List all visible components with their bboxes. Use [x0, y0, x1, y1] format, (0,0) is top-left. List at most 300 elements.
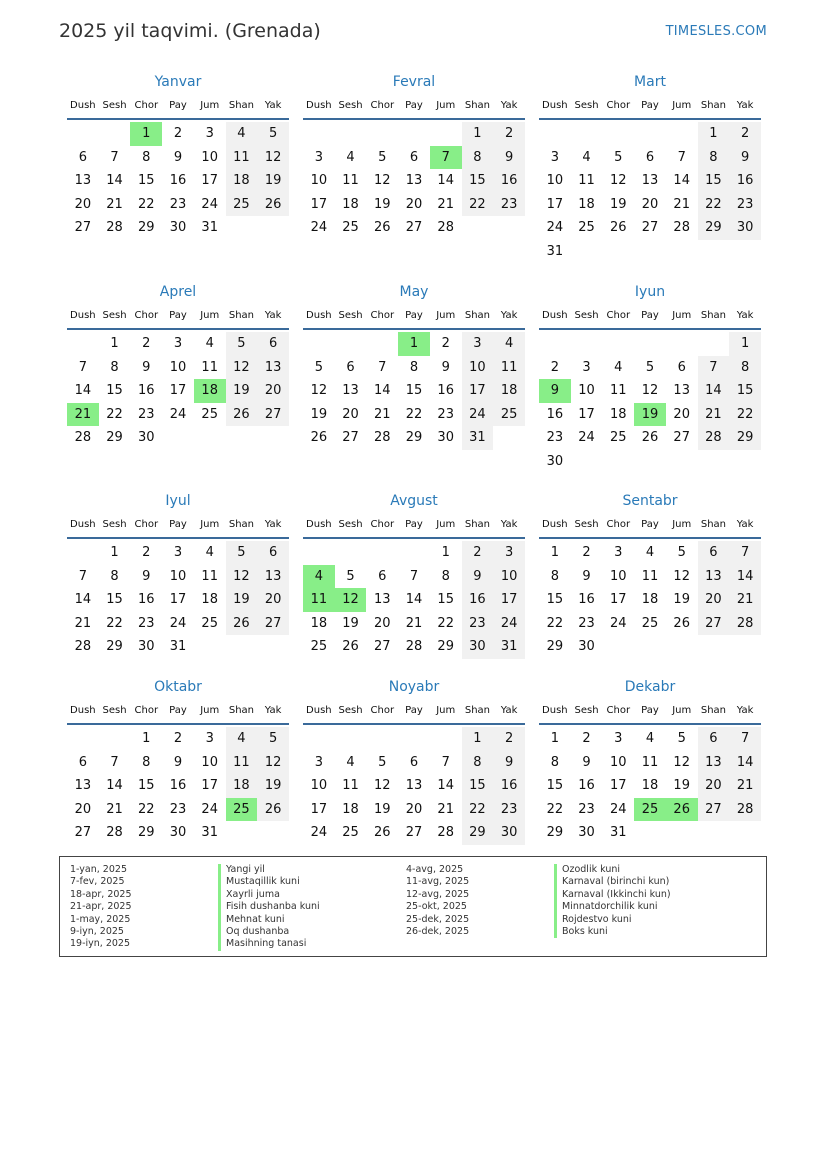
day-cell: 10 — [310, 778, 328, 794]
weekday-label: Dush — [306, 705, 332, 716]
day-cell: 6 — [677, 359, 686, 375]
weekday-label: Chor — [134, 705, 159, 716]
day-cell: 22 — [462, 798, 494, 822]
weekday-label: Dush — [542, 705, 568, 716]
day-cell: 17 — [493, 588, 525, 612]
day-cell: 15 — [138, 778, 155, 794]
day-cell: 4 — [645, 545, 655, 560]
legend-dates-left — [70, 864, 132, 951]
day-cell: 19 — [673, 592, 690, 608]
empty-cell — [698, 332, 730, 356]
day-cell: 25 — [610, 430, 627, 446]
day-cell: 14 — [405, 592, 423, 608]
empty-cell — [666, 332, 698, 356]
weekday-label: Sesh — [574, 705, 599, 716]
holiday-day: 25 — [634, 798, 666, 822]
legend-date: 25-okt, 2025 — [406, 901, 467, 913]
weekday-label: Dush — [70, 519, 96, 530]
legend-date: 12-avg, 2025 — [406, 888, 470, 900]
day-cell: 27 — [374, 639, 391, 655]
day-cell: 24 — [201, 196, 218, 212]
day-cell: 5 — [645, 359, 655, 375]
day-cell: 26 — [374, 825, 391, 841]
empty-cell — [571, 122, 603, 146]
day-cell: 24 — [201, 801, 218, 817]
holiday-legend — [59, 856, 767, 957]
day-cell: 22 — [138, 196, 155, 212]
day-grid — [539, 332, 761, 474]
empty-cell — [99, 122, 131, 146]
weekday-label: Jum — [436, 705, 456, 716]
day-cell: 20 — [374, 615, 391, 631]
empty-cell — [99, 727, 131, 751]
day-cell: 26 — [226, 403, 258, 427]
day-cell: 30 — [138, 430, 155, 446]
day-cell: 3 — [582, 359, 591, 375]
day-cell: 25 — [201, 406, 218, 422]
day-cell: 18 — [641, 778, 659, 794]
legend-date: 19-iyn, 2025 — [70, 938, 131, 950]
weekday-label: Shan — [464, 519, 490, 530]
weekday-label: Jum — [672, 310, 692, 321]
month-yanvar — [67, 72, 289, 240]
day-cell: 6 — [698, 541, 730, 565]
day-cell: 24 — [610, 801, 627, 817]
empty-cell — [335, 332, 367, 356]
day-cell: 17 — [310, 196, 328, 212]
day-cell: 9 — [173, 754, 183, 770]
empty-cell — [398, 541, 430, 565]
day-cell: 11 — [610, 383, 627, 399]
day-cell: 6 — [346, 359, 355, 375]
month-noyabr — [303, 677, 525, 845]
day-cell: 27 — [641, 220, 659, 236]
empty-cell — [366, 727, 398, 751]
month-name: Sentabr — [622, 493, 678, 509]
day-cell: 8 — [441, 568, 450, 584]
day-cell: 11 — [226, 146, 258, 170]
day-cell: 2 — [142, 336, 151, 351]
day-cell: 16 — [493, 169, 525, 193]
day-grid — [539, 727, 761, 845]
day-cell: 16 — [437, 383, 454, 399]
day-cell: 12 — [310, 383, 328, 399]
legend-date: 21-apr, 2025 — [70, 901, 132, 913]
weekday-label: Yak — [264, 100, 282, 111]
day-cell: 2 — [493, 122, 525, 146]
weekday-label: Pay — [405, 705, 423, 716]
day-cell: 4 — [205, 336, 214, 351]
day-cell: 18 — [610, 406, 627, 422]
day-cell: 1 — [441, 545, 450, 560]
day-cell: 9 — [462, 565, 494, 589]
day-cell: 30 — [578, 639, 595, 655]
weekday-label: Chor — [606, 519, 631, 530]
weekday-label: Shan — [700, 100, 726, 111]
day-cell: 30 — [462, 635, 494, 659]
day-cell: 19 — [374, 801, 391, 817]
month-dekabr — [539, 677, 761, 845]
day-cell: 5 — [677, 545, 686, 560]
holiday-day: 12 — [335, 588, 367, 612]
day-cell: 8 — [142, 149, 151, 165]
empty-cell — [602, 332, 634, 356]
day-cell: 25 — [641, 615, 659, 631]
day-cell: 23 — [546, 430, 564, 446]
weekday-label: Sesh — [102, 310, 127, 321]
day-cell: 30 — [138, 639, 155, 655]
day-cell: 11 — [201, 568, 218, 584]
holiday-day: 19 — [634, 403, 666, 427]
day-cell: 19 — [342, 615, 359, 631]
day-cell: 4 — [493, 332, 525, 356]
day-cell: 28 — [106, 825, 123, 841]
day-cell: 28 — [74, 639, 92, 655]
weekday-label: Dush — [306, 100, 332, 111]
empty-cell — [539, 122, 571, 146]
day-cell: 14 — [74, 383, 92, 399]
weekday-label: Yak — [736, 705, 754, 716]
day-cell: 19 — [673, 778, 690, 794]
legend-names-left — [218, 864, 320, 951]
day-cell: 24 — [493, 612, 525, 636]
legend-holiday-name: Fisih dushanba kuni — [218, 901, 320, 913]
day-cell: 25 — [226, 193, 258, 217]
day-cell: 23 — [169, 196, 187, 212]
day-cell: 21 — [405, 615, 423, 631]
day-cell: 3 — [173, 545, 183, 560]
day-cell: 8 — [462, 146, 494, 170]
day-cell: 25 — [310, 639, 328, 655]
day-cell: 24 — [169, 615, 187, 631]
weekday-label: Jum — [200, 100, 220, 111]
day-cell: 3 — [314, 754, 323, 770]
day-cell: 4 — [614, 359, 623, 375]
empty-cell — [303, 122, 335, 146]
legend-date: 1-may, 2025 — [70, 913, 131, 925]
day-cell: 28 — [374, 430, 391, 446]
day-cell: 13 — [405, 173, 423, 189]
weekday-label: Chor — [370, 310, 395, 321]
day-cell: 12 — [610, 173, 627, 189]
day-cell: 2 — [173, 731, 183, 746]
month-name: Mart — [634, 74, 666, 90]
day-cell: 14 — [729, 565, 761, 589]
day-cell: 14 — [374, 383, 391, 399]
day-cell: 18 — [342, 801, 359, 817]
day-grid — [303, 541, 525, 659]
day-cell: 31 — [462, 426, 494, 450]
day-cell: 15 — [106, 592, 123, 608]
day-cell: 9 — [142, 359, 151, 375]
day-cell: 14 — [698, 379, 730, 403]
weekday-label: Jum — [672, 100, 692, 111]
weekday-label: Chor — [134, 100, 159, 111]
month-oktabr — [67, 677, 289, 845]
weekday-label: Sesh — [102, 100, 127, 111]
day-cell: 8 — [550, 754, 559, 770]
empty-cell — [303, 727, 335, 751]
day-cell: 19 — [257, 774, 289, 798]
weekday-label: Yak — [264, 519, 282, 530]
holiday-day: 1 — [130, 122, 162, 146]
weekday-label: Jum — [200, 519, 220, 530]
holiday-day: 1 — [398, 332, 430, 356]
day-cell: 21 — [106, 196, 123, 212]
day-cell: 10 — [462, 356, 494, 380]
day-cell: 2 — [173, 126, 183, 141]
day-cell: 7 — [110, 754, 119, 770]
empty-cell — [67, 122, 99, 146]
day-cell: 10 — [201, 754, 218, 770]
empty-cell — [67, 727, 99, 751]
day-cell: 23 — [578, 801, 595, 817]
weekday-label: Dush — [542, 100, 568, 111]
weekday-label: Yak — [500, 519, 518, 530]
day-cell: 11 — [578, 173, 595, 189]
day-cell: 22 — [106, 615, 123, 631]
day-cell: 27 — [74, 220, 92, 236]
empty-cell — [398, 727, 430, 751]
day-cell: 16 — [138, 592, 155, 608]
day-cell: 22 — [405, 406, 423, 422]
month-name: Oktabr — [154, 679, 202, 695]
day-cell: 29 — [138, 220, 155, 236]
day-cell: 22 — [437, 615, 454, 631]
day-cell: 24 — [310, 220, 328, 236]
day-cell: 11 — [342, 778, 359, 794]
weekday-label: Chor — [606, 705, 631, 716]
day-cell: 29 — [546, 639, 564, 655]
day-cell: 13 — [673, 383, 690, 399]
weekday-label: Pay — [169, 310, 187, 321]
day-cell: 30 — [578, 825, 595, 841]
day-cell: 18 — [226, 774, 258, 798]
day-cell: 13 — [698, 751, 730, 775]
day-cell: 21 — [673, 196, 690, 212]
weekday-header — [67, 304, 289, 330]
weekday-header — [539, 94, 761, 120]
weekday-header — [67, 94, 289, 120]
day-cell: 22 — [546, 615, 564, 631]
legend-date: 25-dek, 2025 — [406, 913, 470, 925]
weekday-label: Sesh — [338, 100, 363, 111]
legend-dates-right — [406, 864, 469, 938]
day-cell: 29 — [405, 430, 423, 446]
weekday-label: Jum — [672, 705, 692, 716]
day-cell: 27 — [698, 612, 730, 636]
day-cell: 26 — [310, 430, 328, 446]
empty-cell — [430, 122, 462, 146]
day-cell: 1 — [110, 336, 119, 351]
day-cell: 30 — [546, 453, 564, 469]
day-cell: 13 — [405, 778, 423, 794]
day-cell: 22 — [462, 193, 494, 217]
empty-cell — [571, 332, 603, 356]
month-mart — [539, 72, 761, 264]
day-cell: 7 — [729, 727, 761, 751]
day-cell: 18 — [226, 169, 258, 193]
weekday-label: Yak — [500, 705, 518, 716]
day-cell: 15 — [698, 169, 730, 193]
day-cell: 3 — [493, 541, 525, 565]
day-cell: 5 — [257, 727, 289, 751]
day-cell: 19 — [610, 196, 627, 212]
day-cell: 9 — [493, 146, 525, 170]
weekday-label: Pay — [169, 519, 187, 530]
day-grid — [303, 122, 525, 240]
day-cell: 4 — [346, 754, 355, 770]
day-cell: 5 — [677, 731, 686, 746]
day-cell: 5 — [346, 568, 355, 584]
day-cell: 24 — [310, 825, 328, 841]
day-cell: 26 — [257, 193, 289, 217]
day-cell: 28 — [729, 612, 761, 636]
holiday-day: 26 — [666, 798, 698, 822]
weekday-label: Shan — [464, 310, 490, 321]
weekday-label: Pay — [641, 100, 659, 111]
day-cell: 11 — [226, 751, 258, 775]
day-cell: 23 — [462, 612, 494, 636]
month-iyul — [67, 491, 289, 659]
weekday-label: Pay — [169, 100, 187, 111]
brand-link[interactable]: TIMESLES.COM — [665, 24, 767, 39]
legend-holiday-name: Mehnat kuni — [218, 914, 320, 926]
day-cell: 4 — [645, 731, 655, 746]
day-cell: 30 — [169, 825, 187, 841]
day-cell: 29 — [138, 825, 155, 841]
day-cell: 2 — [462, 541, 494, 565]
holiday-day: 21 — [67, 403, 99, 427]
day-cell: 16 — [462, 588, 494, 612]
day-cell: 5 — [226, 332, 258, 356]
day-cell: 20 — [342, 406, 359, 422]
day-cell: 17 — [578, 406, 595, 422]
day-cell: 18 — [201, 592, 218, 608]
day-cell: 24 — [169, 406, 187, 422]
weekday-label: Jum — [436, 310, 456, 321]
day-cell: 21 — [374, 406, 391, 422]
day-cell: 20 — [74, 801, 92, 817]
day-cell: 21 — [437, 196, 454, 212]
day-cell: 29 — [106, 639, 123, 655]
day-cell: 26 — [641, 430, 659, 446]
day-cell: 24 — [462, 403, 494, 427]
weekday-header — [67, 513, 289, 539]
weekday-label: Chor — [134, 310, 159, 321]
weekday-header — [303, 699, 525, 725]
day-cell: 3 — [614, 731, 623, 746]
day-cell: 1 — [550, 731, 559, 746]
day-cell: 15 — [462, 774, 494, 798]
page-title: 2025 yil taqvimi. (Grenada) — [59, 20, 321, 42]
weekday-label: Chor — [370, 100, 395, 111]
day-cell: 21 — [729, 774, 761, 798]
day-cell: 20 — [405, 196, 423, 212]
day-cell: 2 — [142, 545, 151, 560]
legend-date: 18-apr, 2025 — [70, 888, 132, 900]
day-cell: 14 — [106, 778, 123, 794]
month-iyun — [539, 282, 761, 474]
day-cell: 8 — [409, 359, 419, 375]
day-cell: 27 — [698, 798, 730, 822]
day-cell: 1 — [110, 545, 119, 560]
day-cell: 23 — [138, 615, 155, 631]
day-cell: 18 — [493, 379, 525, 403]
empty-cell — [366, 541, 398, 565]
weekday-label: Shan — [464, 705, 490, 716]
empty-cell — [634, 332, 666, 356]
day-cell: 12 — [226, 565, 258, 589]
day-cell: 1 — [729, 332, 761, 356]
day-cell: 2 — [729, 122, 761, 146]
day-cell: 6 — [78, 149, 87, 165]
day-cell: 15 — [405, 383, 423, 399]
legend-holiday-name: Masihning tanasi — [218, 938, 320, 950]
day-cell: 18 — [342, 196, 359, 212]
empty-cell — [366, 332, 398, 356]
legend-holiday-name: Yangi yil — [218, 864, 320, 876]
day-cell: 3 — [173, 336, 183, 351]
weekday-label: Dush — [542, 310, 568, 321]
empty-cell — [430, 727, 462, 751]
day-cell: 10 — [610, 568, 627, 584]
weekday-label: Chor — [606, 100, 631, 111]
day-cell: 9 — [493, 751, 525, 775]
day-cell: 14 — [729, 751, 761, 775]
weekday-label: Sesh — [574, 519, 599, 530]
empty-cell — [303, 332, 335, 356]
day-cell: 1 — [550, 545, 559, 560]
day-cell: 25 — [201, 615, 218, 631]
day-cell: 7 — [698, 356, 730, 380]
day-cell: 16 — [729, 169, 761, 193]
day-cell: 12 — [257, 751, 289, 775]
day-cell: 15 — [462, 169, 494, 193]
day-cell: 3 — [205, 126, 214, 141]
weekday-label: Pay — [641, 705, 659, 716]
day-cell: 7 — [378, 359, 387, 375]
weekday-label: Jum — [672, 519, 692, 530]
day-cell: 27 — [673, 430, 690, 446]
weekday-label: Yak — [736, 310, 754, 321]
day-cell: 22 — [106, 406, 123, 422]
day-grid — [67, 541, 289, 659]
day-cell: 8 — [698, 146, 730, 170]
weekday-label: Shan — [464, 100, 490, 111]
weekday-header — [303, 304, 525, 330]
weekday-label: Yak — [736, 519, 754, 530]
weekday-label: Shan — [700, 310, 726, 321]
day-cell: 20 — [698, 588, 730, 612]
day-cell: 28 — [698, 426, 730, 450]
day-grid — [539, 122, 761, 264]
day-cell: 9 — [582, 568, 591, 584]
day-cell: 27 — [257, 612, 289, 636]
day-cell: 6 — [698, 727, 730, 751]
weekday-label: Dush — [70, 100, 96, 111]
legend-date: 11-avg, 2025 — [406, 876, 470, 888]
empty-cell — [335, 122, 367, 146]
day-cell: 9 — [582, 754, 591, 770]
day-cell: 13 — [342, 383, 359, 399]
day-cell: 6 — [645, 149, 655, 165]
holiday-day: 9 — [539, 379, 571, 403]
legend-holiday-name: Rojdestvo kuni — [554, 914, 671, 926]
day-cell: 9 — [173, 149, 183, 165]
holiday-day: 7 — [430, 146, 462, 170]
day-cell: 17 — [201, 778, 218, 794]
